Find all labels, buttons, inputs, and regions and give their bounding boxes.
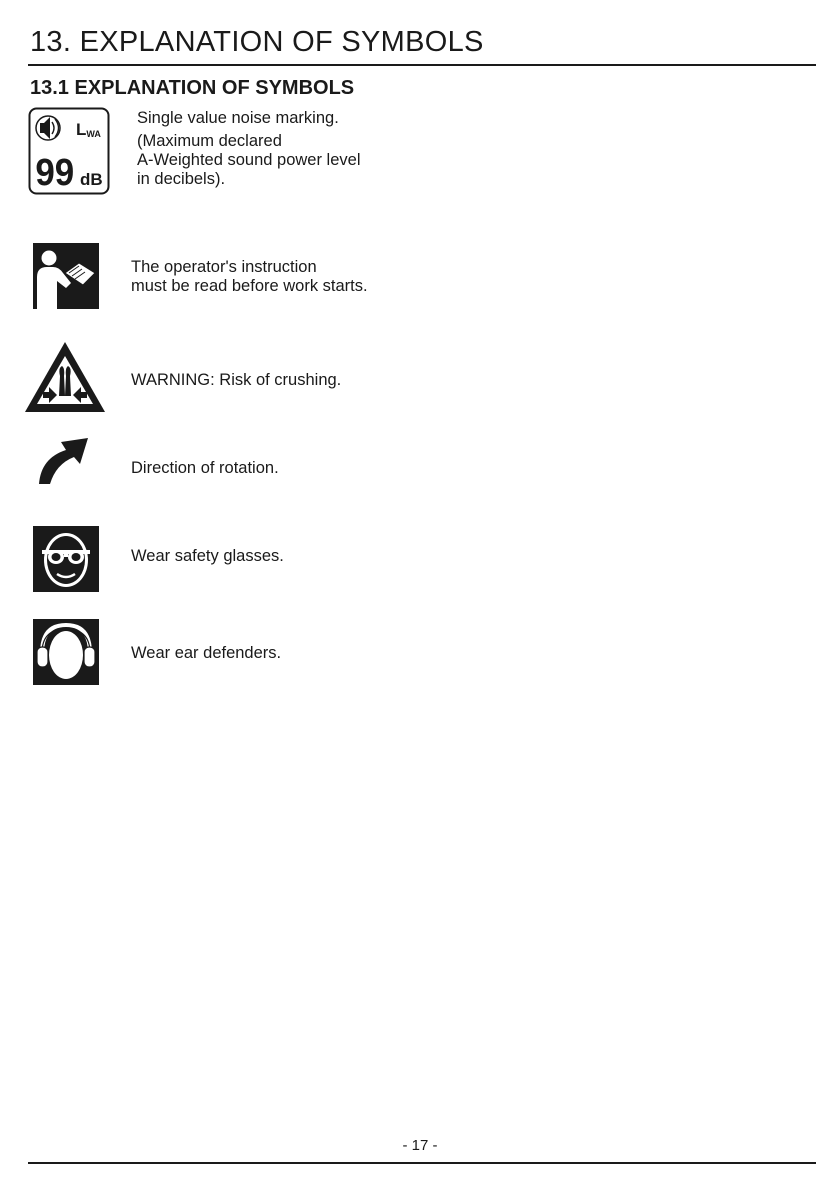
ear-defenders-icon (33, 619, 99, 685)
symbol-description-crushing (131, 371, 341, 390)
page-number: - 17 - (402, 1137, 438, 1154)
noise-marking-icon (28, 107, 110, 195)
safety-glasses-icon (33, 526, 99, 592)
symbol-description-ear-defenders (131, 644, 281, 663)
read-manual-icon (33, 243, 99, 309)
footer-divider (28, 1162, 816, 1164)
crushing-warning-icon (23, 340, 107, 414)
description-line: Single value noise marking. (137, 109, 339, 127)
title-divider (28, 64, 816, 66)
noise-unit: dB (80, 170, 103, 189)
symbol-description-rotation (131, 459, 279, 478)
description-line: Direction of rotation. (131, 459, 279, 477)
description-line: Wear safety glasses. (131, 547, 284, 565)
description-line: The operator's instruction (131, 258, 317, 276)
description-line: must be read before work starts. (131, 277, 368, 295)
symbol-description-noise (137, 109, 361, 189)
description-line: in decibels). (137, 170, 226, 188)
description-line: (Maximum declared (137, 132, 282, 150)
description-line: A-Weighted sound power level (137, 151, 361, 169)
description-line: Wear ear defenders. (131, 644, 282, 662)
symbol-description-read-manual (131, 258, 368, 296)
symbol-description-safety-glasses (131, 547, 284, 566)
noise-value: 99 (35, 150, 75, 194)
rotation-arrow-icon (36, 436, 90, 486)
page-title: 13. EXPLANATION OF SYMBOLS (30, 26, 484, 58)
description-line: WARNING: Risk of crushing. (131, 371, 342, 389)
lwa-label: LWA (76, 120, 101, 139)
section-heading: 13.1 EXPLANATION OF SYMBOLS (30, 77, 355, 99)
